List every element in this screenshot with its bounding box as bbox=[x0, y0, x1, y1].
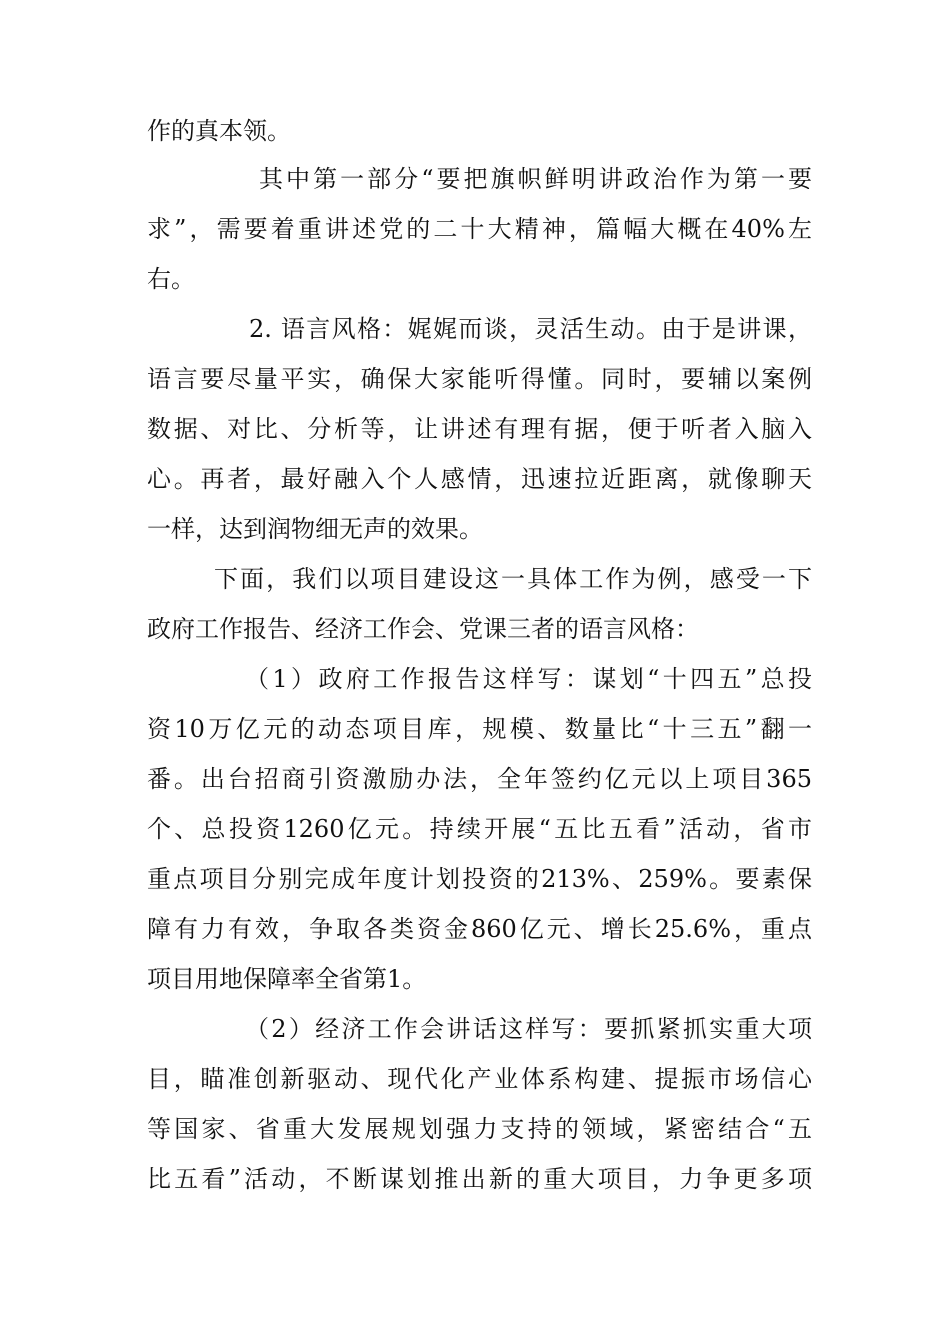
text-line: 重点项目分别完成年度计划投资的213%、259%。要素保 bbox=[147, 865, 812, 893]
text-line: 下面，我们以项目建设这一具体工作为例，感受一下 bbox=[214, 565, 812, 593]
text-line: 目，瞄准创新驱动、现代化产业体系构建、提振市场信心 bbox=[147, 1065, 812, 1093]
text-line: 心。再者，最好融入个人感情，迅速拉近距离，就像聊天 bbox=[147, 465, 812, 493]
text-line: 一样，达到润物细无声的效果。 bbox=[147, 515, 483, 543]
text-line: 资10万亿元的动态项目库，规模、数量比“十三五”翻一 bbox=[147, 715, 812, 743]
text-line: 番。出台招商引资激励办法，全年签约亿元以上项目365 bbox=[147, 765, 812, 793]
text-line: 语言要尽量平实，确保大家能听得懂。同时，要辅以案例 bbox=[147, 365, 812, 393]
text-line: 项目用地保障率全省第1。 bbox=[147, 965, 427, 993]
text-line: 等国家、省重大发展规划强力支持的领域，紧密结合“五 bbox=[147, 1115, 812, 1143]
text-line: 右。 bbox=[147, 265, 195, 293]
text-line: 作的真本领。 bbox=[147, 117, 291, 145]
text-line: 求”，需要着重讲述党的二十大精神，篇幅大概在40%左 bbox=[147, 215, 812, 243]
text-line: （2）经济工作会讲话这样写：要抓紧抓实重大项 bbox=[245, 1015, 812, 1043]
text-line: （1）政府工作报告这样写：谋划“十四五”总投 bbox=[245, 665, 812, 693]
text-line: 政府工作报告、经济工作会、党课三者的语言风格： bbox=[147, 615, 699, 643]
text-line: 障有力有效，争取各类资金860亿元、增长25.6%，重点 bbox=[147, 915, 812, 943]
text-line: 数据、对比、分析等，让讲述有理有据，便于听者入脑入 bbox=[147, 415, 812, 443]
text-line: 个、总投资1260亿元。持续开展“五比五看”活动，省市 bbox=[147, 815, 812, 843]
text-line: 其中第一部分“要把旗帜鲜明讲政治作为第一要 bbox=[259, 165, 812, 193]
text-line: 比五看”活动，不断谋划推出新的重大项目，力争更多项 bbox=[147, 1165, 812, 1193]
text-line: 2. 语言风格：娓娓而谈，灵活生动。由于是讲课， bbox=[249, 315, 812, 343]
